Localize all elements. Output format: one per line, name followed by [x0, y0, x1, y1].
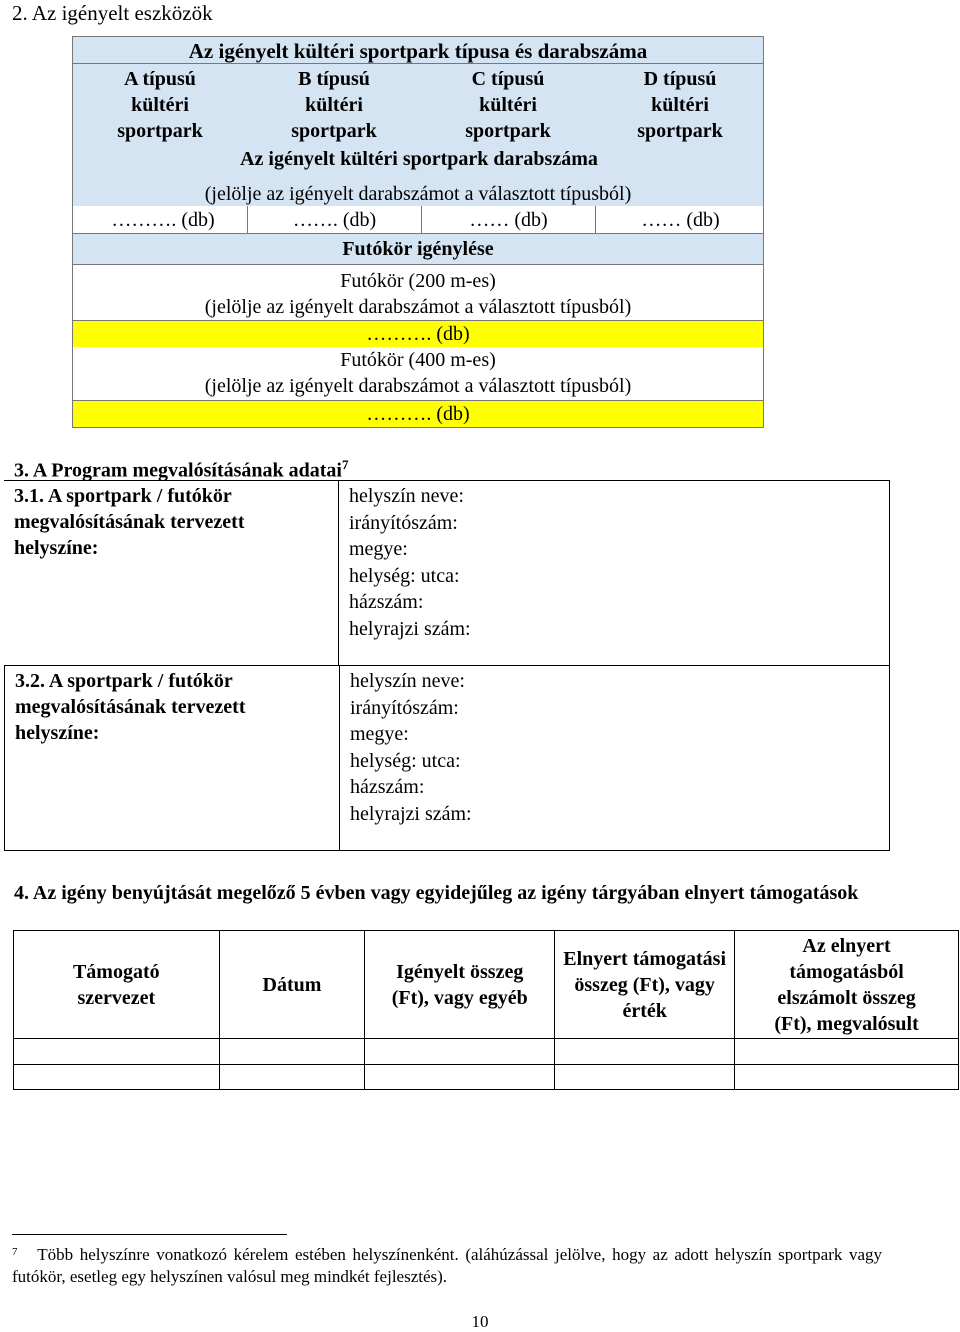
count-header: Az igényelt kültéri sportpark darabszáma	[240, 148, 598, 170]
count-cell-a[interactable]: ………. (db)	[111, 209, 215, 231]
types-row	[72, 63, 764, 181]
type-d-cell: D típusú kültéri sportpark	[637, 68, 723, 142]
col-header-date: Dátum	[219, 931, 365, 1039]
type-a-cell: A típusú kültéri sportpark	[117, 68, 203, 142]
count-cell-b[interactable]: ……. (db)	[247, 206, 421, 233]
track-header: Futókör igénylése	[72, 233, 764, 265]
section-4-title: 4. Az igény benyújtását megelőző 5 évben vagy egyidejűleg az igény tárgyában elnyert támogatások	[14, 882, 859, 904]
field-postcode[interactable]: irányítószám:	[350, 696, 459, 719]
location-1-fields	[349, 483, 471, 642]
table-cell[interactable]	[735, 1064, 959, 1090]
footnote-ref: 7	[341, 457, 349, 472]
field-site-name[interactable]: helyszín neve:	[349, 485, 464, 507]
table-cell[interactable]	[555, 1039, 735, 1064]
track400-value[interactable]: ………. (db)	[72, 400, 764, 428]
col-header-awarded-amount: Elnyert támogatási összeg (Ft), vagy érték	[555, 931, 735, 1039]
track400-note: (jelölje az igényelt darabszámot a választott típusból)	[204, 375, 632, 397]
track200-value[interactable]: ………. (db)	[72, 320, 764, 348]
track200-block	[72, 264, 764, 321]
footnote-text: Több helyszínre vonatkozó kérelem estében helyszínenként. (aláhúzással jelölve, hogy az adott helyszín sportpark vagy futókör, esetleg egy helyszínen valósul meg mindkét fejlesztés).	[12, 1245, 883, 1286]
table-header: Az igényelt kültéri sportpark típusa és darabszáma	[72, 36, 764, 64]
location-1-divider	[338, 481, 339, 665]
table-cell[interactable]	[735, 1039, 959, 1064]
footnote-divider	[12, 1234, 287, 1235]
location-box-2	[4, 665, 890, 851]
table-cell[interactable]	[14, 1039, 220, 1064]
location-1-label: 3.1. A sportpark / futókör megvalósításának tervezett helyszíne:	[14, 485, 245, 559]
location-box-1	[4, 480, 890, 666]
col-header-requested-amount: Igényelt összeg (Ft), vagy egyéb	[365, 931, 555, 1039]
location-2-label: 3.2. A sportpark / futókör megvalósításának tervezett helyszíne:	[15, 670, 246, 744]
section-3-title: 3. A Program megvalósításának adatai$^7$	[14, 457, 349, 482]
field-parcel-number[interactable]: helyrajzi szám:	[349, 617, 471, 640]
count-row	[72, 206, 764, 234]
col-header-settled-amount: Az elnyert támogatásból elszámolt összeg (Ft), megvalósult	[735, 931, 959, 1039]
track400-title: Futókör (400 m-es)	[340, 349, 496, 371]
location-2-fields	[350, 668, 472, 827]
field-house-number[interactable]: házszám:	[350, 776, 425, 798]
field-house-number[interactable]: házszám:	[349, 591, 424, 613]
table-cell[interactable]	[219, 1064, 365, 1090]
col-header-organization: Támogató szervezet	[14, 931, 220, 1039]
table-row	[14, 1039, 959, 1064]
count-cell-d[interactable]: …… (db)	[595, 206, 765, 233]
table-cell[interactable]	[555, 1064, 735, 1090]
table-cell[interactable]	[365, 1039, 555, 1064]
field-county[interactable]: megye:	[350, 723, 409, 745]
requested-equipment-table	[72, 36, 764, 426]
field-parcel-number[interactable]: helyrajzi szám:	[350, 802, 472, 825]
track200-note: (jelölje az igényelt darabszámot a választott típusból)	[204, 296, 632, 318]
table-cell[interactable]	[365, 1064, 555, 1090]
field-town-street[interactable]: helység: utca:	[349, 564, 460, 587]
type-b-cell: B típusú kültéri sportpark	[291, 68, 377, 142]
field-postcode[interactable]: irányítószám:	[349, 511, 458, 534]
location-2-divider	[339, 666, 340, 850]
table-row	[14, 1064, 959, 1090]
support-history-table	[13, 930, 959, 1090]
track200-title: Futókör (200 m-es)	[340, 270, 496, 292]
field-town-street[interactable]: helység: utca:	[350, 749, 461, 772]
table-cell[interactable]	[14, 1064, 220, 1090]
section-2-title: 2. Az igényelt eszközök	[12, 1, 213, 25]
field-county[interactable]: megye:	[349, 538, 408, 560]
type-c-cell: C típusú kültéri sportpark	[465, 68, 551, 142]
field-site-name[interactable]: helyszín neve:	[350, 670, 465, 692]
count-note-row: (jelölje az igényelt darabszámot a választott típusból)	[72, 181, 764, 233]
footnote-number: 7	[12, 1246, 18, 1258]
table-cell[interactable]	[219, 1039, 365, 1064]
page-number: 10	[471, 1312, 489, 1331]
footnote	[12, 1244, 882, 1288]
track400-block	[72, 347, 764, 401]
count-cell-c[interactable]: …… (db)	[421, 206, 595, 233]
